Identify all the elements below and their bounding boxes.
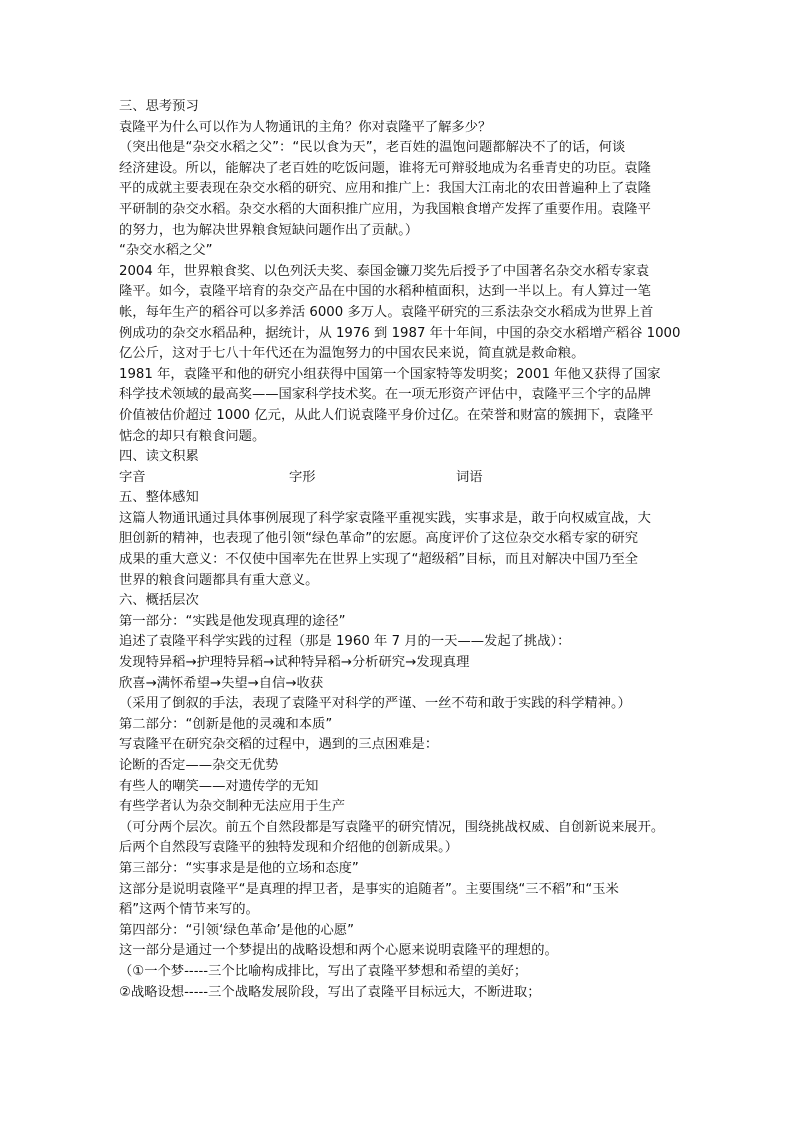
part-title: 第三部分：“实事求是是他的立场和态度” xyxy=(119,860,359,876)
paragraph-line: 亿公斤，这对于七八十年代还在为温饱努力的中国农民来说，简直就是救命粮。 xyxy=(119,346,585,362)
section-heading: 四、读文积累 xyxy=(119,449,199,465)
paragraph-line: 帐，每年生产的稻谷可以多养活 6000 多万人。袁隆平研究的三系法杂交水稻成为世界上首 xyxy=(119,304,654,320)
paragraph-line: （突出他是“杂交水稻之父”：“民以食为天”，老百姓的温饱问题都解决不了的话，何谈 xyxy=(119,140,626,156)
paragraph-line: 有些学者认为杂交制种无法应用于生产 xyxy=(119,799,346,815)
paragraph-line: 经济建设。所以，能解决了老百姓的吃饭问题，谁将无可辩驳地成为名垂青史的功臣。袁隆 xyxy=(119,160,651,176)
section-heading: 五、整体感知 xyxy=(119,490,199,506)
paragraph-line: 写袁隆平在研究杂交稻的过程中，遇到的三点困难是： xyxy=(119,737,439,753)
paragraph-line: 成果的重大意义：不仅使中国率先在世界上实现了“超级稻”目标，而且对解决中国乃至全 xyxy=(119,552,639,568)
paragraph-line: 胆创新的精神，也表现了他引领“绿色革命”的宏愿。高度评价了这位杂交水稻专家的研究 xyxy=(119,531,639,547)
paragraph-line: 2004 年，世界粮食奖、以色列沃夫奖、泰国金镰刀奖先后授予了中国著名杂交水稻专家袁 xyxy=(119,263,650,279)
paragraph-line: 后两个自然段写袁隆平的独特发现和介绍他的创新成果。） xyxy=(119,840,459,856)
paragraph-line: 这篇人物通讯通过具体事例展现了科学家袁隆平重视实践，实事求是，敢于向权威宣战，大 xyxy=(119,510,651,526)
section-heading: 三、思考预习 xyxy=(119,99,199,114)
paragraph-line: 欣喜→满怀希望→失望→自信→收获 xyxy=(119,675,324,691)
vocab-form-label: 字形 xyxy=(289,469,316,485)
part-title: 第二部分：“创新是他的灵魂和本质” xyxy=(119,716,333,732)
part-title: 第四部分：“引领‘绿色革命’是他的心愿” xyxy=(119,922,354,938)
paragraph-line: 世界的粮食问题都具有重大意义。 xyxy=(119,572,319,588)
paragraph-line: 惦念的却只有粮食问题。 xyxy=(119,428,266,444)
paragraph-line: 科学技术领域的最高奖——国家科学技术奖。在一项无形资产评估中，袁隆平三个字的品牌 xyxy=(119,387,651,403)
section-heading: 六、概括层次 xyxy=(119,593,199,609)
paragraph-line: （可分两个层次。前五个自然段都是写袁隆平的研究情况，围绕挑战权威、自创新说来展开。 xyxy=(119,819,665,835)
paragraph-line: 隆平。如今，袁隆平培育的杂交产品在中国的水稻种植面积，达到一半以上。有人算过一笔 xyxy=(119,284,651,300)
paragraph-line: 发现特异稻→护理特异稻→试种特异稻→分析研究→发现真理 xyxy=(119,655,470,671)
paragraph-line: 这一部分是通过一个梦提出的战略设想和两个心愿来说明袁隆平的理想的。 xyxy=(119,943,558,959)
part-title: 第一部分：“实践是他发现真理的途径” xyxy=(119,613,346,629)
paragraph-line: （采用了倒叙的手法，表现了袁隆平对科学的严谨、一丝不苟和敢于实践的科学精神。） xyxy=(119,696,631,712)
question: 袁隆平为什么可以作为人物通讯的主角？你对袁隆平了解多少？ xyxy=(119,119,492,135)
paragraph-line: ②战略设想-----三个战略发展阶段，写出了袁隆平目标远大，不断进取； xyxy=(119,984,541,1000)
vocab-words-label: 词语 xyxy=(456,469,483,485)
paragraph-line: 平研制的杂交水稻。杂交水稻的大面积推广应用，为我国粮食增产发挥了重要作用。袁隆平 xyxy=(119,201,651,217)
paragraph-line: 1981 年，袁隆平和他的研究小组获得中国第一个国家特等发明奖；2001 年他又获得了国家 xyxy=(119,366,661,382)
paragraph-line: 这部分是说明袁隆平“是真理的捍卫者，是事实的追随者”。主要围绕“三不稻”和“玉米 xyxy=(119,881,619,897)
paragraph-line: 价值被估价超过 1000 亿元，从此人们说袁隆平身价过亿。在荣誉和财富的簇拥下，袁隆平 xyxy=(119,407,654,423)
paragraph-line: 稻”这两个情节来写的。 xyxy=(119,902,259,918)
paragraph-line: （①一个梦-----三个比喻构成排比，写出了袁隆平梦想和希望的美好； xyxy=(119,963,528,979)
vocab-pronunciation-label: 字音 xyxy=(119,469,146,485)
vocab-row xyxy=(119,468,679,489)
paragraph-line: 的努力，也为解决世界粮食短缺问题作出了贡献。） xyxy=(119,222,419,238)
subheading: “杂交水稻之父” xyxy=(119,243,213,259)
paragraph-line: 论断的否定——杂交无优势 xyxy=(119,758,279,773)
paragraph-line: 有些人的嘲笑——对遗传学的无知 xyxy=(119,778,319,794)
paragraph-line: 例成功的杂交水稻品种，据统计，从 1976 到 1987 年十年间，中国的杂交水稻增产稻谷 1000 xyxy=(119,325,681,341)
document-body xyxy=(119,97,679,1003)
paragraph-line: 追述了袁隆平科学实践的过程（那是 1960 年 7 月的一天——发起了挑战）： xyxy=(119,634,571,650)
paragraph-line: 平的成就主要表现在杂交水稻的研究、应用和推广上：我国大江南北的农田普遍种上了袁隆 xyxy=(119,181,651,197)
